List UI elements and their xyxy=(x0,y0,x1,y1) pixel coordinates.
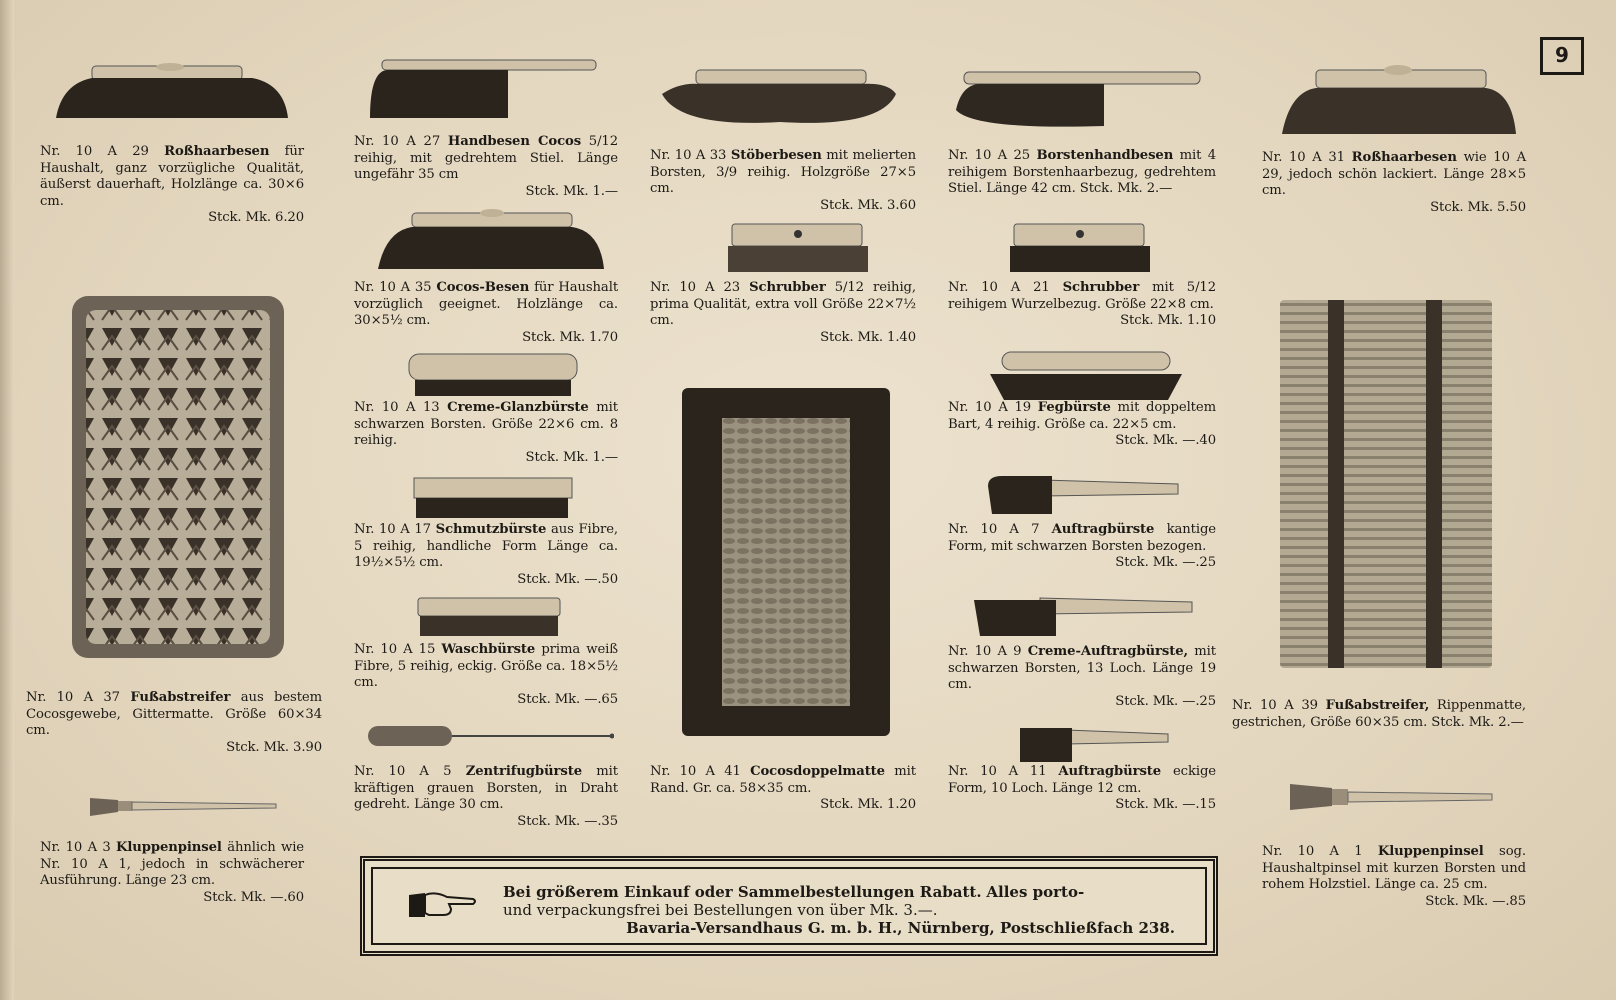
price: Stck. Mk. —.35 xyxy=(517,813,618,829)
broom-a35-illustration xyxy=(376,205,606,277)
handbrush-a27-illustration xyxy=(368,56,608,120)
item-a21: Nr. 10 A 21 Schrubber mit 5/12 reihigem Wurzelbezug. Größe 22×8 cm. Stck. Mk. 1.10 xyxy=(948,280,1216,328)
item-a31: Nr. 10 A 31 Roßhaarbesen wie 10 A 29, jedoch schön lackiert. Länge 28×5 cm. Stck. Mk. 5.50 xyxy=(1262,150,1527,215)
pointing-hand-icon xyxy=(407,887,477,921)
brush-a5-illustration xyxy=(368,722,614,752)
handbrush-a25-illustration xyxy=(954,70,1204,130)
doormat-a37-illustration xyxy=(70,294,286,660)
price: Stck. Mk. —.50 xyxy=(517,571,618,587)
discount-notice-text xyxy=(503,883,1175,937)
price: Stck. Mk. 6.20 xyxy=(208,210,304,225)
book-spine xyxy=(0,0,14,1000)
price: Stck. Mk. 1.10 xyxy=(1120,313,1216,328)
price: Stck. Mk. 3.60 xyxy=(820,197,916,213)
item-a39: Nr. 10 A 39 Fußabstreifer, Rippenmatte, gestrichen, Größe 60×35 cm. Stck. Mk. 2.— xyxy=(1232,698,1527,730)
price: Stck. Mk. 5.50 xyxy=(1430,199,1526,215)
price: Stck. Mk. —.85 xyxy=(1425,893,1526,909)
brush-a19-illustration xyxy=(988,350,1184,402)
item-a9: Nr. 10 A 9 Creme-Auftragbürste, mit schwarzen Borsten, 13 Loch. Länge 19 cm. Stck. Mk. —.25 xyxy=(948,644,1217,709)
page-number: 9 xyxy=(1540,37,1584,75)
item-a7: Nr. 10 A 7 Auftragbürste kantige Form, mit schwarzen Borsten bezogen. Stck. Mk. —.25 xyxy=(948,522,1216,570)
discount-notice-box xyxy=(360,856,1218,956)
brush-a11-illustration xyxy=(1016,724,1170,764)
price: Stck. Mk. 1.70 xyxy=(522,329,618,345)
brush-a17-illustration xyxy=(410,476,576,522)
item-a25: Nr. 10 A 25 Borstenhandbesen mit 4 reihigem Borstenhaarbezug, gedrehtem Stiel. Länge 42 cm. Stck. Mk. 2.— xyxy=(948,148,1217,196)
price: Stck. Mk. 1.— xyxy=(525,449,618,465)
item-a19: Nr. 10 A 19 Fegbürste mit doppeltem Bart, 4 reihig. Größe ca. 22×5 cm. Stck. Mk. —.40 xyxy=(948,400,1216,448)
item-a11: Nr. 10 A 11 Auftragbürste eckige Form, 10 Loch. Länge 12 cm. Stck. Mk. —.15 xyxy=(948,764,1217,812)
item-a13: Nr. 10 A 13 Creme-Glanzbürste mit schwarzen Borsten. Größe 22×6 cm. 8 reihig. Stck. Mk. 1.— xyxy=(354,400,618,465)
item-a41: Nr. 10 A 41 Cocosdoppelmatte mit Rand. Gr. ca. 58×35 cm. Stck. Mk. 1.20 xyxy=(650,764,917,812)
item-a3: Nr. 10 A 3 Kluppenpinsel ähnlich wie Nr. 10 A 1, jedoch in schwächerer Ausführung. Länge 23 cm. Stck. Mk. —.60 xyxy=(40,840,305,905)
item-a27: Nr. 10 A 27 Handbesen Cocos 5/12 reihig, mit gedrehtem Stiel. Länge ungefähr 35 cm Stck. Mk. 1.— xyxy=(354,134,619,199)
brush-a13-illustration xyxy=(405,352,581,400)
price: Stck. Mk. 1.— xyxy=(525,183,618,199)
item-a1: Nr. 10 A 1 Kluppenpinsel sog. Haushaltpinsel mit kurzen Borsten und rohem Holzstiel. Länge ca. 25 cm. Stck. Mk. —.85 xyxy=(1262,844,1526,909)
notice-line-2: und verpackungsfrei bei Bestellungen von über Mk. 3.—. xyxy=(503,901,938,919)
item-a37: Nr. 10 A 37 Fußabstreifer aus bestem Cocosgewebe, Gittermatte. Größe 60×34 cm. Stck. Mk. 3.90 xyxy=(26,690,323,755)
broom-a29-illustration xyxy=(52,58,290,128)
item-a5: Nr. 10 A 5 Zentrifugbürste mit kräftigen grauen Borsten, in Draht gedreht. Länge 30 cm. Stck. Mk. —.35 xyxy=(354,764,619,829)
price: Stck. Mk. —.25 xyxy=(1115,693,1216,709)
item-a23: Nr. 10 A 23 Schrubber 5/12 reihig, prima Qualität, extra voll Größe 22×7½ cm. Stck. Mk. 1.40 xyxy=(650,280,916,345)
doormat-a39-illustration xyxy=(1278,298,1494,670)
price: Stck. Mk. 3.90 xyxy=(226,739,322,755)
price: Stck. Mk. —.15 xyxy=(1115,797,1216,812)
brush-a15-illustration xyxy=(414,596,564,640)
price: Stck. Mk. —.65 xyxy=(517,691,618,707)
price: Stck. Mk. —.40 xyxy=(1115,433,1216,448)
notice-line-1: Bei größerem Einkauf oder Sammelbestellungen Rabatt. Alles porto- xyxy=(503,883,1085,901)
paintbrush-a1-illustration xyxy=(1288,780,1494,814)
price: Stck. Mk. —.25 xyxy=(1115,555,1216,570)
broom-a31-illustration xyxy=(1280,60,1520,142)
paintbrush-a3-illustration xyxy=(88,792,278,820)
doormat-a41-illustration xyxy=(680,386,892,738)
notice-company-line: Bavaria-Versandhaus G. m. b. H., Nürnberg, Postschließfach 238. xyxy=(626,919,1175,937)
item-a33: Nr. 10 A 33 Stöberbesen mit melierten Borsten, 3/9 reihig. Holzgröße 27×5 cm. Stck. Mk. 3.60 xyxy=(650,148,916,213)
brush-a7-illustration xyxy=(982,470,1182,520)
price: Stck. Mk. 1.20 xyxy=(820,797,916,812)
scrubber-a21-illustration xyxy=(1004,222,1154,274)
scrubber-a23-illustration xyxy=(722,222,872,274)
brush-a9-illustration xyxy=(970,590,1196,642)
broom-a33-illustration xyxy=(660,64,900,130)
item-a35: Nr. 10 A 35 Cocos-Besen für Haushalt vorzüglich geeignet. Holzlänge ca. 30×5½ cm. Stck. Mk. 1.70 xyxy=(354,280,619,345)
item-a29: Nr. 10 A 29 Roßhaarbesen für Haushalt, ganz vorzügliche Qualität, äußerst dauerhaft, Holzlänge ca. 30×6 cm. Stck. Mk. 6.20 xyxy=(40,144,305,225)
item-a17: Nr. 10 A 17 Schmutzbürste aus Fibre, 5 reihig, handliche Form Länge ca. 19½×5½ cm. Stck. Mk. —.50 xyxy=(354,522,619,587)
item-a15: Nr. 10 A 15 Waschbürste prima weiß Fibre, 5 reihig, eckig. Größe ca. 18×5½ cm. Stck. Mk. —.65 xyxy=(354,642,618,707)
price: Stck. Mk. —.60 xyxy=(203,889,304,905)
price: Stck. Mk. 1.40 xyxy=(820,329,916,345)
